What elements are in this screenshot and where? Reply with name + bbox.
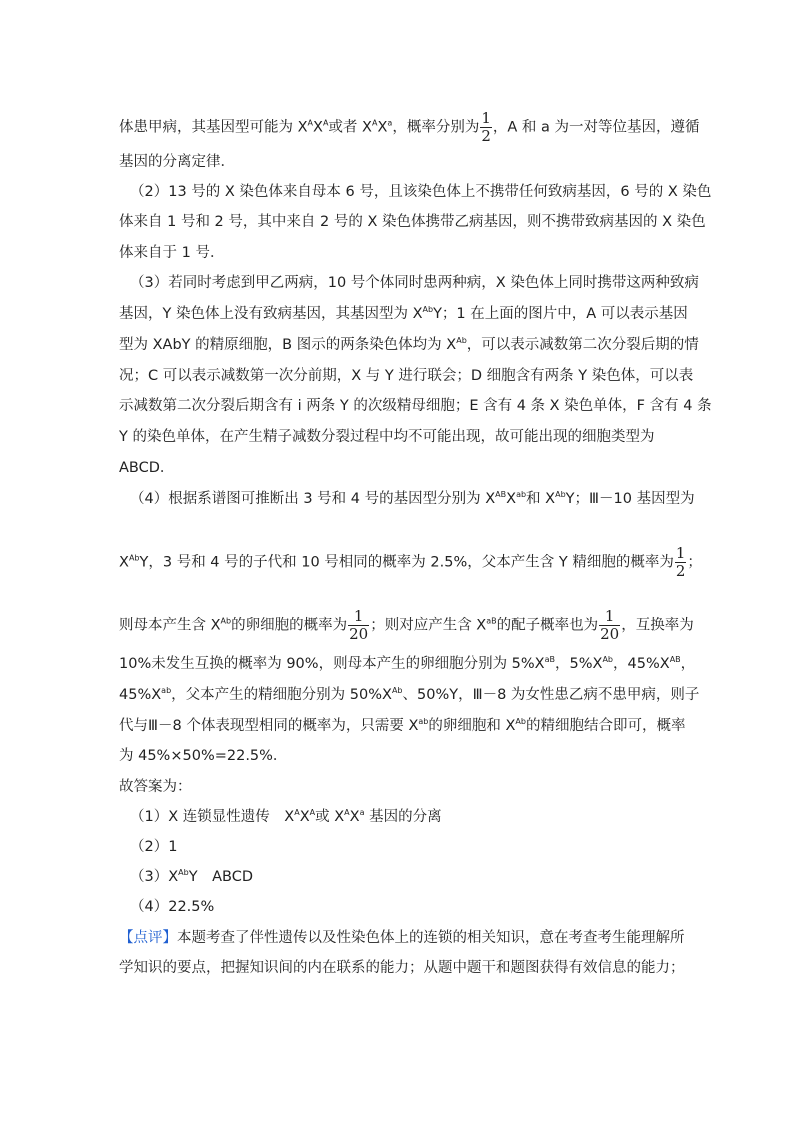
line-12: ABCD． <box>119 460 175 476</box>
line-17: $45\%X^{ab}$，父本产生的精细胞分别为 $50\%X^{Ab}$、50%Y，Ⅲ－8 为女性患乙病不患甲病，则子 <box>119 686 700 703</box>
line-9: 况；C 可以表示减数第一次分前期，X 与 Y 进行联会；D 细胞含有两条 Y 染色体，可以表 <box>119 368 694 384</box>
line-2: 基因的分离定律． <box>119 154 235 170</box>
fraction-one-twentieth: $\frac{1}{20}$ <box>600 607 620 643</box>
fraction-one-half: $\frac{1}{2}$ <box>481 109 491 145</box>
line-3: （2）13 号的 X 染色体来自母本 6 号，且该染色体上不携带任何致病基因，6 号的 X 染色 <box>130 184 712 200</box>
line-1: 体患甲病，其基因型可能为 $X^AX^A$或者 $X^AX^a$，概率分别为 $\frac{1}{2}$ ，A 和 a 为一对等位基因，遵循 <box>119 109 700 145</box>
comment-tag: 【点评】 <box>119 930 177 946</box>
line-6: （3）若同时考虑到甲乙两病，10 号个体同时患两种病，X 染色体上同时携带这两种致病 <box>130 275 699 291</box>
line-16: 10%未发生互换的概率为 90%，则母本产生的卵细胞分别为 $5\%X^{aB}$，$5\%X^{Ab}$，$45\%X^{AB}$， <box>119 655 696 672</box>
line-11: Y 的染色单体，在产生精子减数分裂过程中均不可能出现，故可能出现的细胞类型为 <box>119 429 655 445</box>
line-5: 体来自于 1 号． <box>119 245 225 261</box>
line-19: 为 45%×50%=22.5%． <box>119 748 288 764</box>
answer-heading: 故答案为： <box>119 779 192 795</box>
line-8: 型为 XAbY 的精原细胞，B 图示的两条染色体均为 $X^{Ab}$，可以表示减数第二次分裂后期的情 <box>119 336 699 353</box>
line-4: 体来自 1 号和 2 号，其中来自 2 号的 X 染色体携带乙病基因，则不携带致病基因的 X 染色 <box>119 214 706 230</box>
answer-4: （4）22.5% <box>130 899 215 915</box>
line-7: 基因，Y 染色体上没有致病基因，其基因型为 $X^{Ab}Y$；1 在上面的图片中，A 可以表示基因 <box>119 305 688 322</box>
line-13: （4）根据系谱图可推断出 3 号和 4 号的基因型分别为 $X^{AB}X^{ab}$和 $X^{Ab}Y$；Ⅲ－10 基因型为 <box>130 490 695 507</box>
fraction-one-half: $\frac{1}{2}$ <box>675 544 686 580</box>
line-10: 示减数第二次分裂后期含有 i 两条 Y 的次级精母细胞；E 含有 4 条 X 染色单体，F 含有 4 条 <box>119 398 712 414</box>
answer-3: $(3)X^{Ab}Y$ ABCD <box>130 868 253 885</box>
answer-1: （1）X 连锁显性遗传 $X^AX^A$或 $X^AX^a$ 基因的分离 <box>130 808 442 825</box>
line-14: $X^{Ab}Y$，3 号和 4 号的子代和 10 号相同的概率为 2.5%，父本产生含 Y 精细胞的概率为 $\frac{1}{2}$ ； <box>119 544 702 580</box>
line-15: 则母本产生含 $X^{Ab}$的卵细胞的概率为 $\frac{1}{20}$ ；则对应产生含 $X^{aB}$的配子概率也为 $\frac{1}{20}$ ，互换率为 <box>119 607 694 643</box>
comment: 【点评】本题考查了伴性遗传以及性染色体上的连锁的相关知识，意在考查考生能理解所 <box>119 930 685 946</box>
line-18: 代与Ⅲ－8 个体表现型相同的概率为，只需要 $X^{ab}$的卵细胞和 $X^{Ab}$的精细胞结合即可，概率 <box>119 717 686 734</box>
answer-2: （2）1 <box>130 839 178 855</box>
comment-line-2: 学知识的要点，把握知识间的内在联系的能力；从题中题干和题图获得有效信息的能力； <box>119 960 685 976</box>
fraction-one-twentieth: $\frac{1}{20}$ <box>349 607 369 643</box>
